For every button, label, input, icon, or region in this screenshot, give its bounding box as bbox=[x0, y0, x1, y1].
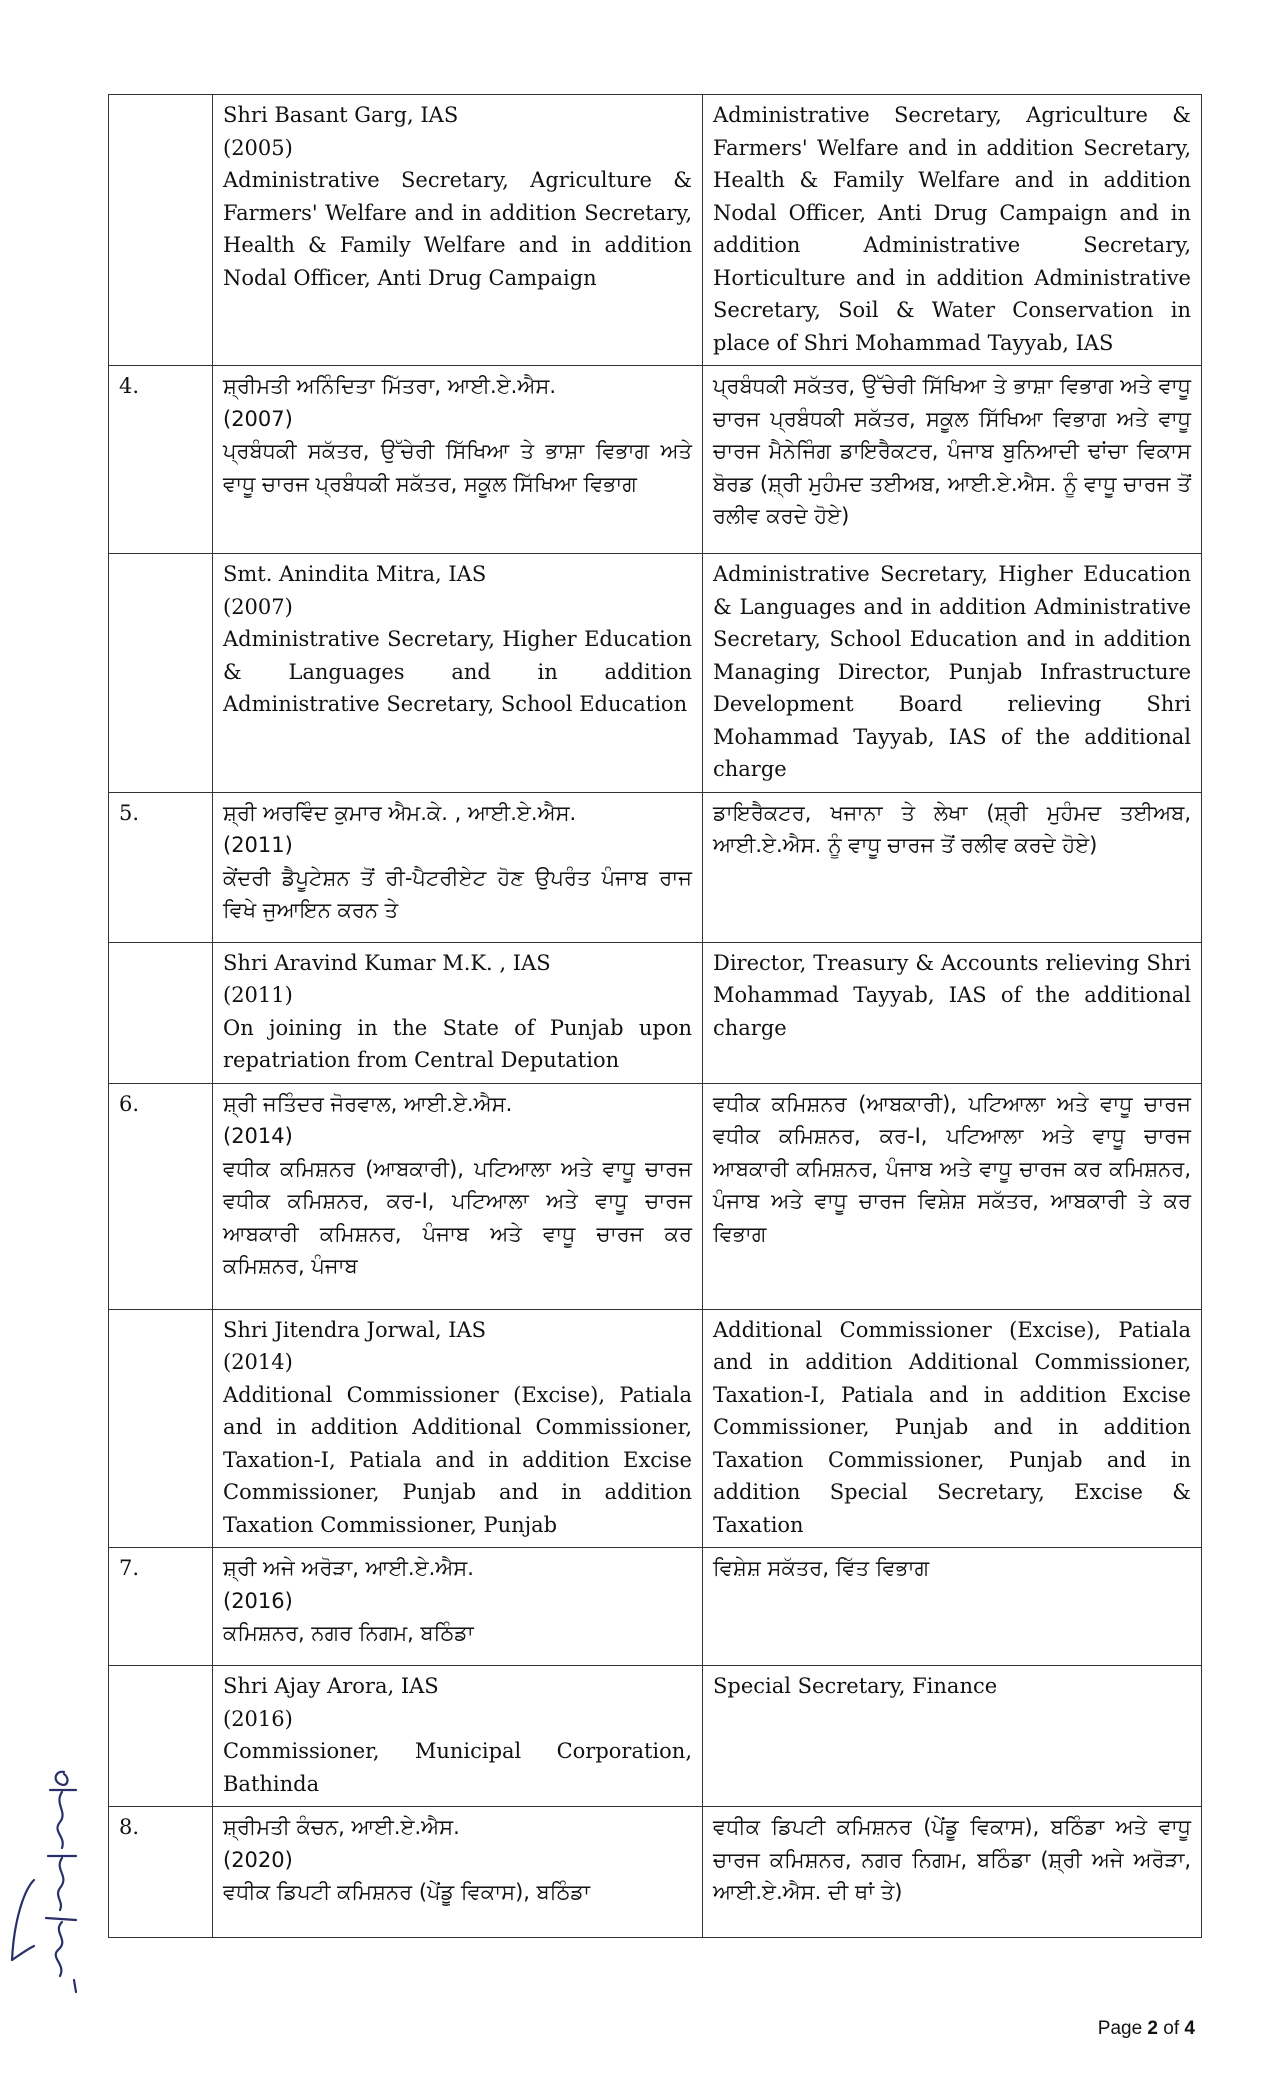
page-of-label: of bbox=[1163, 2018, 1180, 2039]
current-posting: ਪ੍ਰਬੰਧਕੀ ਸਕੱਤਰ, ਉੱਚੇਰੀ ਸਿੱਖਿਆ ਤੇ ਭਾਸ਼ਾ ਵਿਭਾਗ ਅਤੇ ਵਾਧੂ ਚਾਰਜ ਪ੍ਰਬੰਧਕੀ ਸਕੱਤਰ, ਸਕੂਲ ਸਿੱਖਿਆ ਵਿਭਾਗ bbox=[223, 439, 692, 496]
current-posting: ਕਮਿਸ਼ਨਰ, ਨਗਰ ਨਿਗਮ, ਬਠਿੰਡਾ bbox=[223, 1621, 474, 1645]
serial-cell bbox=[109, 1309, 213, 1548]
new-posting-cell bbox=[703, 554, 1202, 793]
new-posting: ਡਾਇਰੈਕਟਰ, ਖਜਾਨਾ ਤੇ ਲੇਖਾ (ਸ਼੍ਰੀ ਮੁਹੰਮਦ ਤਈਅਬ, ਆਈ.ਏ.ਐਸ. ਨੂੰ ਵਾਧੂ ਚਾਰਜ ਤੋਂ ਰਲੀਵ ਕਰਦੇ ਹੋਏ) bbox=[713, 800, 1191, 857]
serial-cell bbox=[109, 554, 213, 793]
officer-name: ਸ਼੍ਰੀ ਅਜੇ ਅਰੋੜਾ, ਆਈ.ਏ.ਐਸ. bbox=[223, 1556, 474, 1580]
current-posting: Additional Commissioner (Excise), Patiala and in addition Additional Commissioner, Taxation-I, Patiala and in addition Excise Commissioner, Punjab and in addition Taxation Commissioner, Punjab bbox=[223, 1382, 692, 1537]
current-posting: Commissioner, Municipal Corporation, Bathinda bbox=[223, 1739, 692, 1796]
serial-number: 7. bbox=[109, 1548, 213, 1666]
officer-cell bbox=[213, 95, 703, 366]
new-posting-cell bbox=[703, 1309, 1202, 1548]
officer-name: Shri Jitendra Jorwal, IAS bbox=[223, 1317, 487, 1342]
new-posting-cell bbox=[703, 792, 1202, 942]
page-footer bbox=[1098, 2018, 1195, 2040]
officer-cell bbox=[213, 554, 703, 793]
serial-number: 8. bbox=[109, 1807, 213, 1938]
officer-cell bbox=[213, 366, 703, 554]
table-row bbox=[109, 554, 1202, 793]
current-posting: On joining in the State of Punjab upon repatriation from Central Deputation bbox=[223, 1015, 692, 1072]
handwritten-signature bbox=[4, 1760, 90, 2000]
batch-year: (2014) bbox=[223, 1350, 293, 1374]
table-row bbox=[109, 1807, 1202, 1938]
table-row bbox=[109, 366, 1202, 554]
batch-year: (2014) bbox=[223, 1124, 293, 1148]
table-row bbox=[109, 1083, 1202, 1309]
table-row bbox=[109, 1548, 1202, 1666]
new-posting: Director, Treasury & Accounts relieving Shri Mohammad Tayyab, IAS of the additional charge bbox=[713, 950, 1191, 1040]
new-posting-cell bbox=[703, 1083, 1202, 1309]
serial-number: 5. bbox=[109, 792, 213, 942]
transfer-orders-table bbox=[108, 94, 1202, 1938]
officer-cell bbox=[213, 1807, 703, 1938]
new-posting: Administrative Secretary, Agriculture & Farmers' Welfare and in addition Secretary, Health & Family Welfare and in addition Nodal Officer, Anti Drug Campaign and in addition Administrative Secretary, Horticulture and in addition Administrative Secretary, Soil & Water Conservation in place of Shri Mohammad Tayyab, IAS bbox=[713, 103, 1191, 355]
new-posting: ਵਧੀਕ ਕਮਿਸ਼ਨਰ (ਆਬਕਾਰੀ), ਪਟਿਆਲਾ ਅਤੇ ਵਾਧੂ ਚਾਰਜ ਵਧੀਕ ਕਮਿਸ਼ਨਰ, ਕਰ-I, ਪਟਿਆਲਾ ਅਤੇ ਵਾਧੂ ਚਾਰਜ ਆਬਕਾਰੀ ਕਮਿਸ਼ਨਰ, ਪੰਜਾਬ ਅਤੇ ਵਾਧੂ ਚਾਰਜ ਕਰ ਕਮਿਸ਼ਨਰ, ਪੰਜਾਬ ਅਤੇ ਵਾਧੂ ਚਾਰਜ ਵਿਸ਼ੇਸ਼ ਸਕੱਤਰ, ਆਬਕਾਰੀ ਤੇ ਕਰ ਵਿਭਾਗ bbox=[713, 1091, 1191, 1246]
table-row bbox=[109, 942, 1202, 1083]
batch-year: (2011) bbox=[223, 833, 293, 857]
officer-name: ਸ਼੍ਰੀਮਤੀ ਅਨਿੰਦਿਤਾ ਮਿੱਤਰਾ, ਆਈ.ਏ.ਐਸ. bbox=[223, 374, 557, 398]
officer-name: Shri Basant Garg, IAS bbox=[223, 103, 459, 127]
new-posting-cell bbox=[703, 95, 1202, 366]
new-posting: Administrative Secretary, Higher Education & Languages and in addition Administrative Secretary, School Education and in addition Managing Director, Punjab Infrastructure Development Board relieving Shri Mohammad Tayyab, IAS of the additional charge bbox=[713, 562, 1191, 781]
table-row bbox=[109, 792, 1202, 942]
current-posting: ਕੇਂਦਰੀ ਡੈਪੂਟੇਸ਼ਨ ਤੋਂ ਰੀ-ਪੈਟਰੀਏਟ ਹੋਣ ਉਪਰੰਤ ਪੰਜਾਬ ਰਾਜ ਵਿਖੇ ਜੁਆਇਨ ਕਰਨ ਤੇ bbox=[223, 865, 692, 922]
current-posting: Administrative Secretary, Higher Education & Languages and in addition Administrative Secretary, School Education bbox=[223, 627, 692, 716]
batch-year: (2007) bbox=[223, 594, 293, 619]
new-posting-cell bbox=[703, 366, 1202, 554]
officer-cell bbox=[213, 1666, 703, 1807]
new-posting: Additional Commissioner (Excise), Patiala and in addition Additional Commissioner, Taxation-I, Patiala and in addition Excise Commissioner, Punjab and in addition Taxation Commissioner, Punjab and in addition Special Secretary, Excise & Taxation bbox=[713, 1317, 1191, 1537]
serial-cell bbox=[109, 1666, 213, 1807]
officer-cell bbox=[213, 792, 703, 942]
batch-year: (2016) bbox=[223, 1588, 293, 1613]
new-posting-cell bbox=[703, 1548, 1202, 1666]
officer-name: Shri Aravind Kumar M.K. , IAS bbox=[223, 950, 551, 975]
serial-cell bbox=[109, 95, 213, 366]
current-posting: ਵਧੀਕ ਕਮਿਸ਼ਨਰ (ਆਬਕਾਰੀ), ਪਟਿਆਲਾ ਅਤੇ ਵਾਧੂ ਚਾਰਜ ਵਧੀਕ ਕਮਿਸ਼ਨਰ, ਕਰ-I, ਪਟਿਆਲਾ ਅਤੇ ਵਾਧੂ ਚਾਰਜ ਆਬਕਾਰੀ ਕਮਿਸ਼ਨਰ, ਪੰਜਾਬ ਅਤੇ ਵਾਧੂ ਚਾਰਜ ਕਰ ਕਮਿਸ਼ਨਰ, ਪੰਜਾਬ bbox=[223, 1156, 692, 1278]
officer-name: ਸ਼੍ਰੀਮਤੀ ਕੰਚਨ, ਆਈ.ਏ.ਐਸ. bbox=[223, 1815, 460, 1839]
serial-number: 6. bbox=[109, 1083, 213, 1309]
new-posting: ਵਧੀਕ ਡਿਪਟੀ ਕਮਿਸ਼ਨਰ (ਪੇਂਡੂ ਵਿਕਾਸ), ਬਠਿੰਡਾ ਅਤੇ ਵਾਧੂ ਚਾਰਜ ਕਮਿਸ਼ਨਰ, ਨਗਰ ਨਿਗਮ, ਬਠਿੰਡਾ (ਸ਼੍ਰੀ ਅਜੇ ਅਰੋੜਾ, ਆਈ.ਏ.ਐਸ. ਦੀ ਥਾਂ ਤੇ) bbox=[713, 1815, 1191, 1904]
officer-cell bbox=[213, 1083, 703, 1309]
new-posting-cell bbox=[703, 1807, 1202, 1938]
total-page-count: 4 bbox=[1184, 2018, 1195, 2039]
officer-name: Smt. Anindita Mitra, IAS bbox=[223, 562, 487, 586]
officer-name: ਸ਼੍ਰੀ ਅਰਵਿੰਦ ਕੁਮਾਰ ਐਮ.ਕੇ. , ਆਈ.ਏ.ਐਸ. bbox=[223, 800, 577, 825]
table-row bbox=[109, 1309, 1202, 1548]
officer-cell bbox=[213, 1548, 703, 1666]
serial-cell bbox=[109, 942, 213, 1083]
serial-number: 4. bbox=[109, 366, 213, 554]
batch-year: (2007) bbox=[223, 406, 293, 431]
current-posting: ਵਧੀਕ ਡਿਪਟੀ ਕਮਿਸ਼ਨਰ (ਪੇਂਡੂ ਵਿਕਾਸ), ਬਠਿੰਡਾ bbox=[223, 1880, 590, 1904]
batch-year: (2005) bbox=[223, 135, 293, 160]
table-row bbox=[109, 95, 1202, 366]
new-posting: ਪ੍ਰਬੰਧਕੀ ਸਕੱਤਰ, ਉੱਚੇਰੀ ਸਿੱਖਿਆ ਤੇ ਭਾਸ਼ਾ ਵਿਭਾਗ ਅਤੇ ਵਾਧੂ ਚਾਰਜ ਪ੍ਰਬੰਧਕੀ ਸਕੱਤਰ, ਸਕੂਲ ਸਿੱਖਿਆ ਵਿਭਾਗ ਅਤੇ ਵਾਧੂ ਚਾਰਜ ਮੈਨੇਜਿੰਗ ਡਾਇਰੈਕਟਰ, ਪੰਜਾਬ ਬੁਨਿਆਦੀ ਢਾਂਚਾ ਵਿਕਾਸ ਬੋਰਡ (ਸ਼੍ਰੀ ਮੁਹੰਮਦ ਤਈਅਬ, ਆਈ.ਏ.ਐਸ. ਨੂੰ ਵਾਧੂ ਚਾਰਜ ਤੋਂ ਰਲੀਵ ਕਰਦੇ ਹੋਏ) bbox=[713, 374, 1191, 528]
current-posting: Administrative Secretary, Agriculture & Farmers' Welfare and in addition Secretary, Health & Family Welfare and in addition Nodal Officer, Anti Drug Campaign bbox=[223, 168, 692, 290]
officer-cell bbox=[213, 1309, 703, 1548]
current-page-number: 2 bbox=[1147, 2018, 1158, 2039]
officer-cell bbox=[213, 942, 703, 1083]
batch-year: (2020) bbox=[223, 1847, 293, 1872]
table-row bbox=[109, 1666, 1202, 1807]
officer-name: ਸ਼੍ਰੀ ਜਤਿੰਦਰ ਜੋਰਵਾਲ, ਆਈ.ਏ.ਐਸ. bbox=[223, 1091, 513, 1116]
new-posting: ਵਿਸ਼ੇਸ਼ ਸਕੱਤਰ, ਵਿੱਤ ਵਿਭਾਗ bbox=[713, 1556, 930, 1580]
page-label: Page bbox=[1097, 2018, 1143, 2039]
new-posting-cell bbox=[703, 1666, 1202, 1807]
batch-year: (2016) bbox=[223, 1706, 293, 1731]
batch-year: (2011) bbox=[223, 983, 293, 1007]
new-posting-cell bbox=[703, 942, 1202, 1083]
new-posting: Special Secretary, Finance bbox=[713, 1674, 998, 1698]
officer-name: Shri Ajay Arora, IAS bbox=[223, 1674, 439, 1698]
